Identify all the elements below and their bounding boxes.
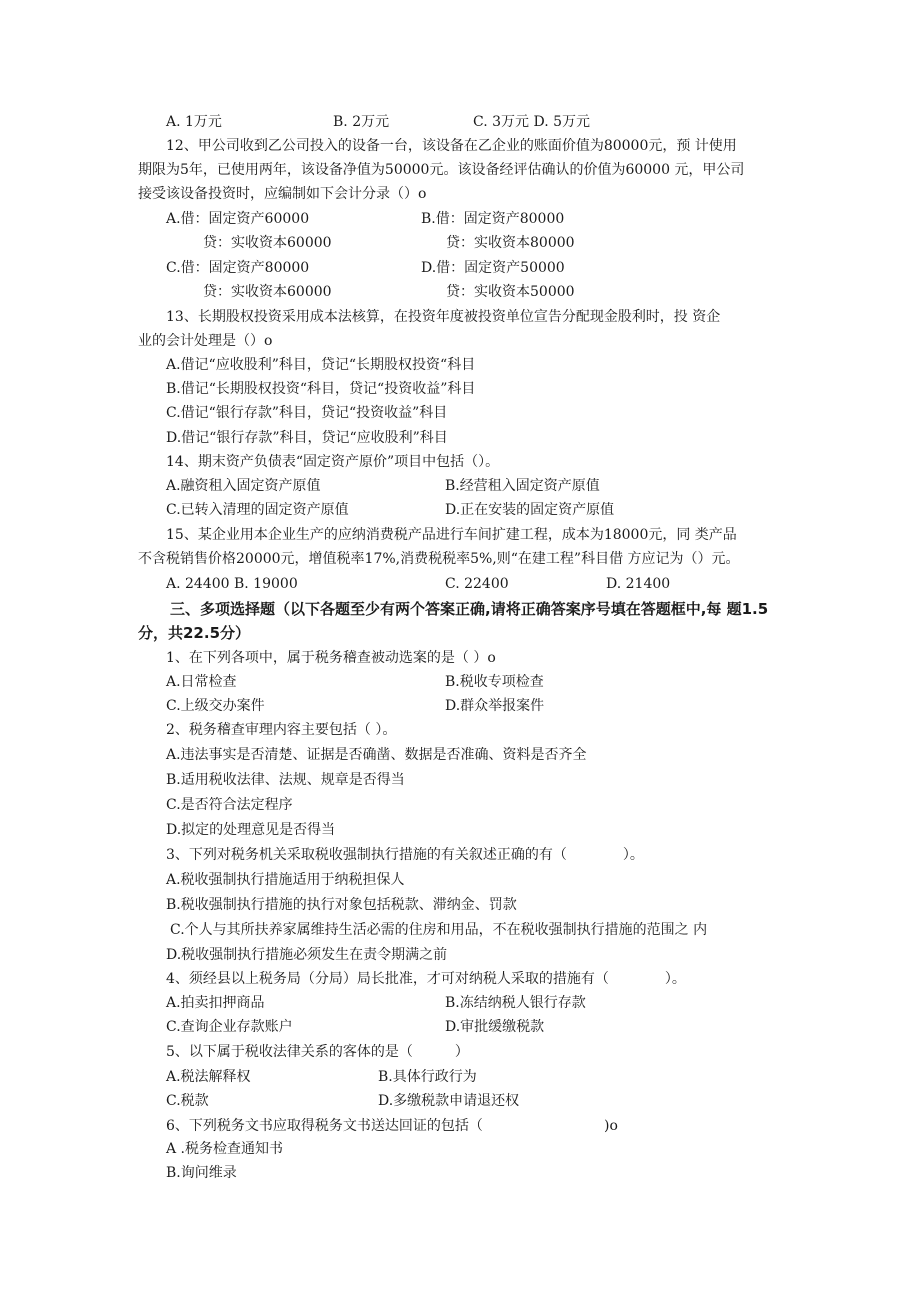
m2-option-c: C.是否符合法定程序	[166, 797, 293, 813]
m3-stem: 3、下列对税务机关采取税收强制执行措施的有关叙述正确的有（ ）。	[166, 847, 644, 863]
m4-option-a: A.拍卖扣押商品	[166, 995, 265, 1011]
q13-option-c: C.借记“银行存款”科目，贷记“投资收益”科目	[166, 405, 448, 421]
q12-option-c-credit: 贷：实收资本60000	[203, 284, 332, 300]
m6-stem-end: )o	[604, 1118, 618, 1134]
q15-stem-line-1: 15、某企业用本企业生产的应纳消费税产品进行车间扩建工程，成本为18000元，同 类产品	[166, 527, 737, 543]
q14-option-b: B.经营租入固定资产原值	[445, 478, 600, 494]
section3-heading-line-1: 三、多项选择题（以下各题至少有两个答案正确,请将正确答案序号填在答题框中,每 题1.5	[170, 600, 769, 618]
m1-option-c: C.上级交办案件	[166, 698, 265, 714]
q14-option-a: A.融资租入固定资产原值	[166, 478, 321, 494]
q11-option-b: B. 2万元	[333, 114, 390, 130]
q11-option-c-d: C. 3万元 D. 5万元	[473, 114, 591, 130]
m5-option-d: D.多缴税款申请退还权	[378, 1093, 520, 1109]
section3-heading-line-2: 分，共22.5分）	[138, 624, 251, 642]
m5-option-c: C.税款	[166, 1093, 209, 1109]
m6-stem: 6、下列税务文书应取得税务文书送达回证的包括（	[166, 1118, 483, 1134]
q13-option-b: B.借记“长期股权投资“科目，贷记“投资收益”科目	[166, 381, 476, 397]
q13-stem-line-1: 13、长期股权投资采用成本法核算，在投资年度被投资单位宣告分配现金股利时，投 资企	[166, 309, 721, 325]
q12-option-b-debit: B.借：固定资产80000	[421, 211, 565, 227]
q15-stem-line-2: 不含税销售价格20000元，增值税率17%,消费税税率5%,则“在建工程”科目借 方应记为（）元。	[138, 551, 740, 567]
m5-option-a: A.税法解释权	[166, 1069, 251, 1085]
q14-option-c: C.已转入清理的固定资产原值	[166, 502, 349, 518]
m1-option-b: B.税收专项检查	[445, 674, 544, 690]
q15-option-c: C. 22400	[445, 576, 509, 592]
q12-option-b-credit: 贷：实收资本80000	[446, 235, 575, 251]
q12-option-a-credit: 贷：实收资本60000	[203, 235, 332, 251]
m3-option-a: A.税收强制执行措施适用于纳税担保人	[166, 872, 405, 888]
q12-stem-line-3: 接受该设备投资时，应编制如下会计分录（）o	[138, 186, 427, 202]
q12-option-d-credit: 贷：实收资本50000	[446, 284, 575, 300]
q11-option-a: A. 1万元	[166, 114, 222, 130]
q13-option-a: A.借记“应收股利”科目，贷记“长期股权投资“科目	[166, 357, 476, 373]
m2-option-d: D.拟定的处理意见是否得当	[166, 822, 336, 838]
m3-option-d: D.税收强制执行措施必须发生在责令期满之前	[166, 947, 448, 963]
q14-option-d: D.正在安装的固定资产原值	[445, 502, 615, 518]
q12-stem-line-2: 期限为5年，已使用两年，该设备净值为50000元。该设备经评估确认的价值为60000 元，甲公司	[138, 162, 745, 178]
q15-option-a-b: A. 24400 B. 19000	[166, 576, 298, 592]
q13-option-d: D.借记“银行存款”科目，贷记“应收股利”科目	[166, 430, 448, 446]
q12-option-d-debit: D.借：固定资产50000	[421, 260, 565, 276]
m1-stem: 1、在下列各项中，属于税务稽查被动选案的是（ ）o	[166, 650, 496, 666]
q14-stem: 14、期末资产负债表“固定资产原价”项目中包括（）。	[166, 454, 500, 470]
m5-option-b: B.具体行政行为	[378, 1069, 477, 1085]
q12-option-a-debit: A.借：固定资产60000	[166, 211, 310, 227]
m2-option-b: B.适用税收法律、法规、规章是否得当	[166, 772, 405, 788]
m3-option-b: B.税收强制执行措施的执行对象包括税款、滞纳金、罚款	[166, 897, 517, 913]
m6-option-b: B.询问维录	[166, 1165, 237, 1181]
q12-stem-line-1: 12、甲公司收到乙公司投入的设备一台，该设备在乙企业的账面价值为80000元，预 计使用	[166, 138, 737, 154]
m2-stem: 2、税务稽查审理内容主要包括（ ）。	[166, 722, 397, 738]
m4-option-d: D.审批缓缴税款	[445, 1019, 545, 1035]
q15-option-d: D. 21400	[606, 576, 671, 592]
m1-option-d: D.群众举报案件	[445, 698, 545, 714]
q12-option-c-debit: C.借：固定资产80000	[166, 260, 310, 276]
m6-option-a: A .税务检查通知书	[166, 1141, 284, 1157]
m4-option-c: C.查询企业存款账户	[166, 1019, 293, 1035]
q13-stem-line-2: 业的会计处理是（）o	[138, 333, 273, 349]
m1-option-a: A.日常检查	[166, 674, 237, 690]
m2-option-a: A.违法事实是否清楚、证据是否确凿、数据是否准确、资料是否齐全	[166, 747, 587, 763]
m4-stem: 4、须经县以上税务局（分局）局长批准，才可对纳税人采取的措施有（ ）。	[166, 971, 686, 987]
m5-stem: 5、以下属于税收法律关系的客体的是（ ）	[166, 1044, 469, 1060]
m3-option-c: C.个人与其所扶养家属维持生活必需的住房和用品，不在税收强制执行措施的范围之 内	[170, 922, 708, 938]
m4-option-b: B.冻结纳税人银行存款	[445, 995, 586, 1011]
